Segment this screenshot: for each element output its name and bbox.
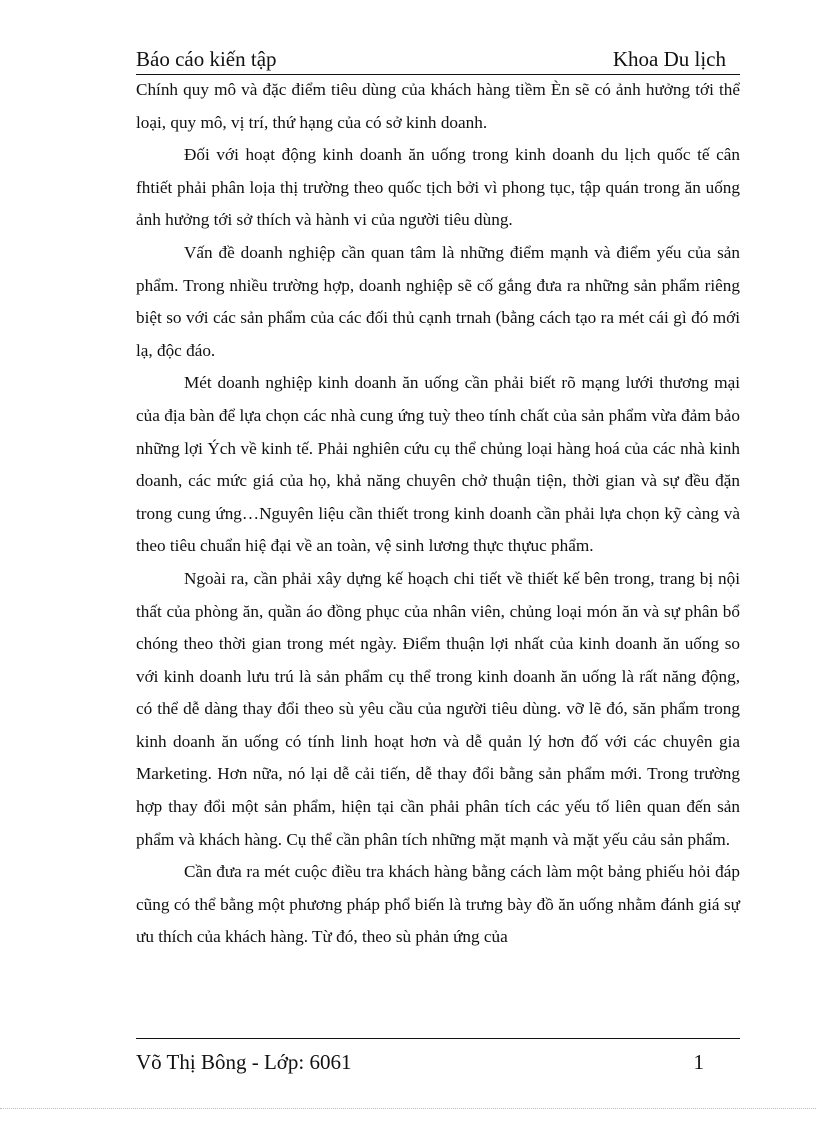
paragraph: Đối với hoạt động kinh doanh ăn uống trong kinh doanh du lịch quốc tế cân fhtiết phải phân loịa thị trường theo quốc tịch bởi vì phong tục, tập quán trong ăn uống ảnh hưởng tới sở thích và hành vi của người tiêu dùng. — [136, 145, 740, 230]
paragraph: Mét doanh nghiệp kinh doanh ăn uống cần phải biết rõ mạng lưới thương mại của địa bàn để lựa chọn các nhà cung ứng tuỳ theo tính chất của sản phẩm vừa đảm bảo những lợi Ých về kinh tế. Phải nghiên cứu cụ thể chủng loại hàng hoá của các nhà kinh doanh, các mức giá của họ, khả năng chuyên chở thuận tiện, thời gian và sự đều đặn trong cung ứng…Nguyên liệu cần thiết trong kinh doanh cần phải lựa chọn kỹ càng và theo tiêu chuẩn hiệ đại về an toàn, vệ sinh lương thực thựuc phẩm. — [136, 373, 740, 556]
header-department: Khoa Du lịch — [612, 47, 726, 71]
paragraph: Ngoài ra, cần phải xây dựng kế hoạch chi tiết về thiết kế bên trong, trang bị nội thất của phòng ăn, quần áo đồng phục của nhân viên, chủng loại món ăn và sự phân bổ chóng theo thời gian trong mét ngày. Điểm thuận lợi nhất của kinh doanh ăn uống so với kinh doanh lưu trú là sản phẩm cụ thể trong kinh doanh ăn uống là rất năng động, có thể dễ dàng thay đổi theo sù yêu cầu của người tiêu dùng. vỡ lẽ đó, săn phẩm trong kinh doanh ăn uống có tính linh hoạt hơn và dễ quản lý hơn đố với các chuyên gia Marketing. Hơn nữa, nó lại dễ cải tiến, dễ thay đổi bằng sản phẩm mới. Trong trường hợp thay đổi một sản phẩm, hiện tại cần phải phân tích các yếu tố liên quan đến sản phẩm và khách hàng. Cụ thể cần phân tích những mặt mạnh và mặt yếu cảu sản phẩm. — [136, 568, 740, 849]
page-header — [136, 44, 740, 75]
page-number: 1 — [693, 1050, 704, 1074]
page-footer — [136, 1038, 740, 1074]
paragraph: Cần đưa ra mét cuộc điều tra khách hàng bằng cách làm một bảng phiếu hỏi đáp cũng có thể bằng một phương pháp phổ biến là trưng bày đồ ăn uống nhằm đánh giá sự ưu thích của khách hàng. Từ đó, theo sù phản ứng của — [136, 862, 740, 947]
paragraph-continuation: Chính quy mô và đặc điểm tiêu dùng của khách hàng tiềm Èn sẽ có ảnh hưởng tới thể loại, quy mô, vị trí, thứ hạng của có sở kinh doanh. — [136, 80, 740, 132]
page-boundary-divider — [0, 1108, 816, 1109]
paragraph: Vấn đề doanh nghiệp cần quan tâm là những điểm mạnh và điểm yếu của sản phẩm. Trong nhiều trường hợp, doanh nghiệp sẽ cố gắng đưa ra những sản phẩm riêng biệt so với các sản phẩm của các đối thủ cạnh trnah (bằng cách tạo ra mét cái gì đó mới lạ, độc đáo. — [136, 242, 740, 360]
header-report-title: Báo cáo kiến tập — [136, 47, 277, 71]
footer-author: Võ Thị Bông - Lớp: 6061 — [136, 1050, 352, 1074]
document-body — [136, 74, 740, 954]
